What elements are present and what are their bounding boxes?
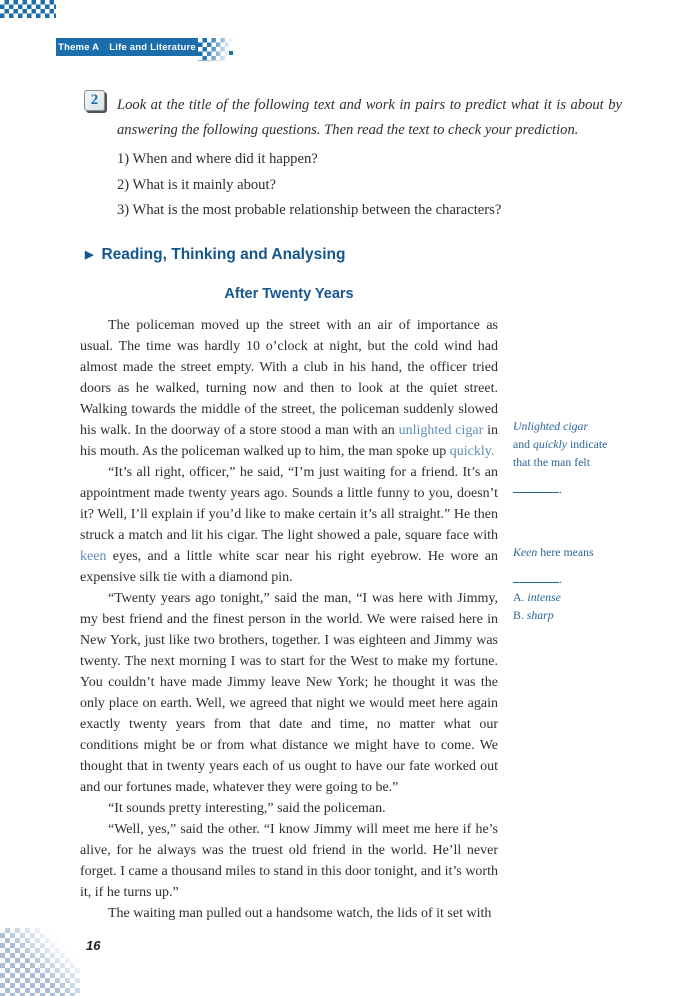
- exercise-number-badge: 2: [84, 90, 105, 111]
- dot-decoration: [229, 51, 233, 55]
- note-line: [513, 543, 635, 561]
- fill-in-blank: [513, 573, 559, 583]
- text-run: sharp: [526, 608, 554, 622]
- theme-banner: [56, 38, 198, 56]
- main-column: [80, 246, 498, 924]
- text-run: “Twenty years ago tonight,” said the man, “I was here with Jimmy, my best friend and the finest person in the world. We were raised here in New York, just like two brothers, together. I was eighteen and Jimmy was twenty. The next morning I was to start for the West to make my fortune. You couldn’t have made Jimmy leave New York; he thought it was the only place on earth. Well, we agreed that night we would meet here again exactly twenty years from that date and time, no matter what our conditions might be or from what distance we might have to come. We thought that in twenty years each of us ought to have our fate worked out and our fortunes made, whatever they were going to be.”: [80, 591, 498, 795]
- text-run: .: [559, 572, 562, 586]
- note-line: [513, 417, 635, 435]
- checker-decoration-footer: [0, 928, 80, 996]
- checker-decoration-left: [0, 0, 56, 18]
- theme-title: Life and Literature: [109, 41, 196, 53]
- note-line: [513, 570, 635, 588]
- section-heading: [85, 246, 498, 264]
- exercise-instruction: Look at the title of the following text and work in pairs to predict what it is about by answering the following questions. Then read the text to check your prediction.: [117, 97, 622, 138]
- article-paragraph: [80, 798, 498, 819]
- article-paragraph: [80, 903, 498, 924]
- note-line: [513, 606, 635, 624]
- theme-label: Theme A: [58, 41, 100, 53]
- page-number: 16: [86, 938, 101, 953]
- section-heading-label: Reading, Thinking and Analysing: [101, 246, 346, 263]
- article-paragraph: [80, 315, 498, 462]
- fill-in-blank: [513, 483, 559, 493]
- exercise-questions: [117, 147, 622, 224]
- text-run: Unlighted cigar: [513, 419, 589, 433]
- text-run: indicate: [567, 437, 608, 451]
- highlighted-word: keen: [80, 549, 107, 564]
- text-run: intense: [527, 590, 561, 604]
- article-paragraph: [80, 462, 498, 588]
- text-run: and: [513, 437, 533, 451]
- text-run: A.: [513, 590, 528, 604]
- text-run: eyes, and a little white scar near his right eyebrow. He wore an expensive silk tie with a diamond pin.: [80, 549, 498, 585]
- text-run: in his mouth. As the policeman walked up to him, the man spoke up: [80, 423, 498, 459]
- checker-decoration-right: [198, 38, 234, 61]
- margin-note-unlighted-cigar: [513, 417, 635, 498]
- margin-note-keen: [513, 543, 635, 624]
- article-title: After Twenty Years: [224, 286, 354, 302]
- text-run: The waiting man pulled out a handsome watch, the lids of it set with: [108, 906, 492, 921]
- text-run: quickly: [532, 437, 568, 451]
- exercise-question: 3) What is the most probable relationship between the characters?: [117, 202, 502, 218]
- highlighted-word: quickly: [449, 444, 491, 459]
- note-line: [513, 480, 635, 498]
- note-line: [513, 588, 635, 606]
- text-run: B.: [513, 608, 527, 622]
- note-line: [513, 435, 635, 453]
- text-run: “It sounds pretty interesting,” said the policeman.: [108, 801, 386, 816]
- text-run: The policeman moved up the street with an air of importance as usual. The time was hardly 10 o’clock at night, but the cold wind had almost made the street empty. With a club in his hand, the officer tried doors as he walked, turning now and then to look at the quiet street. Walking towards the middle of the street, the policeman suddenly slowed his walk. In the doorway of a store stood a man with an: [80, 318, 498, 438]
- text-run: .: [559, 482, 562, 496]
- arrow-right-icon: ▶: [85, 248, 94, 261]
- exercise-question: 1) When and where did it happen?: [117, 151, 318, 167]
- exercise-question: 2) What is it mainly about?: [117, 176, 277, 193]
- text-run: “It’s all right, officer,” he said, “I’m just waiting for a friend. It’s an appointment made twenty years ago. Sounds a little funny to you, doesn’t it? Well, I’ll explain if you’d like to make certain it’s all straight.” He then struck a match and lit his cigar. The light showed a pale, square face with: [80, 465, 498, 543]
- highlighted-word: unlighted cigar: [398, 423, 484, 438]
- article-text: [80, 315, 498, 924]
- text-run: Keen: [513, 545, 538, 559]
- text-run: here means: [537, 545, 594, 559]
- article-paragraph: [80, 819, 498, 903]
- note-line: [513, 453, 635, 471]
- highlighted-word: .: [490, 444, 495, 459]
- article-paragraph: [80, 588, 498, 798]
- text-run: that the man felt: [513, 455, 590, 469]
- text-run: “Well, yes,” said the other. “I know Jimmy will meet me here if he’s alive, for he always was the truest old friend in the world. He’ll never forget. I came a thousand miles to stand in this door tonight, and it’s worth it, if he turns up.”: [80, 822, 498, 900]
